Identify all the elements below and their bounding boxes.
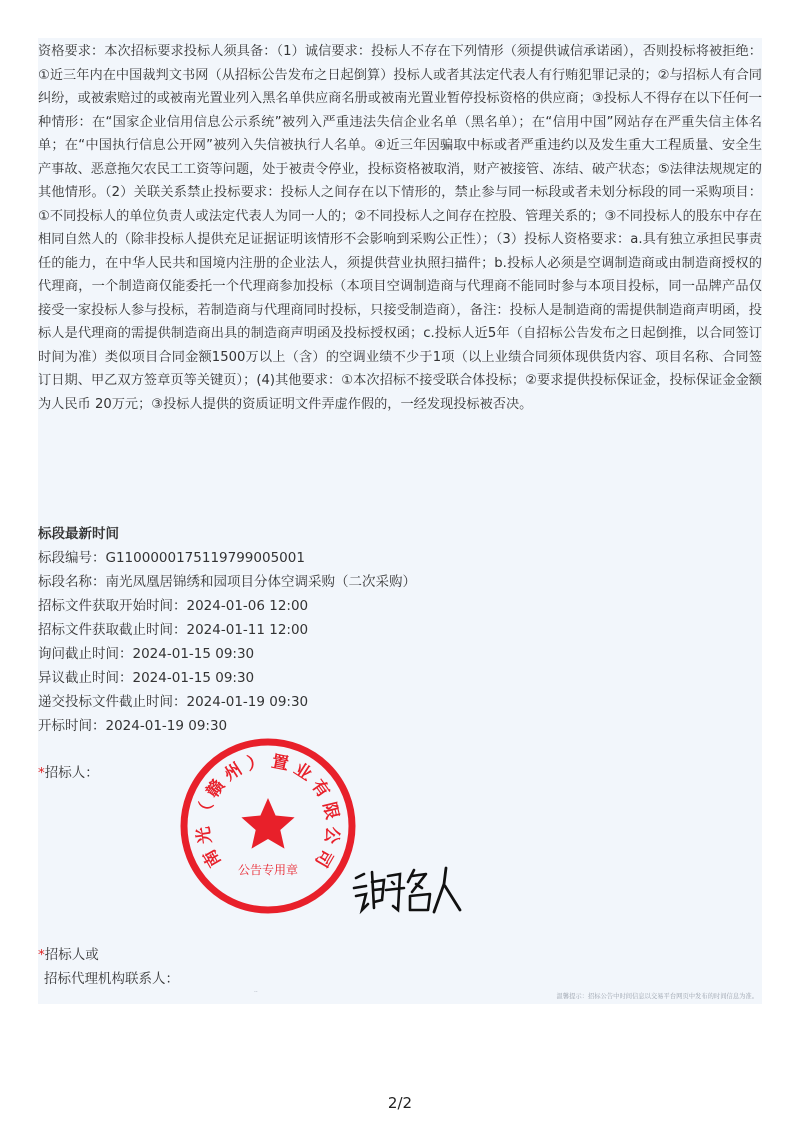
objection-deadline: 异议截止时间：2024-01-15 09:30 xyxy=(38,670,255,686)
opening-time: 开标时间：2024-01-19 09:30 xyxy=(38,718,228,734)
page-number: 2/2 xyxy=(387,1094,413,1112)
section-title: 标段最新时间 xyxy=(38,526,119,542)
doc-obtain-end: 招标文件获取截止时间：2024-01-11 12:00 xyxy=(38,622,309,638)
star-icon xyxy=(241,798,294,849)
seal-char: 有 xyxy=(307,776,334,802)
seal-char: 光 xyxy=(193,825,216,845)
qualification-requirements: 资格要求：本次招标要求投标人须具备：（1）诚信要求：投标人不存在下列情形（须提供诚信承诺函），否则投标将被拒绝：①近三年内在中国裁判文书网（从招标公告发布之日起倒算）投标人或者其法定代表人有行贿犯罪记录的；②与招标人有合同纠纷，或被索赔过的或被南光置业列入黑名单供应商名册或被南光置业暂停投标资格的供应商；③投标人不得存在以下任何一种情形：在“国家企业信用信息公示系统”被列入严重违法失信企业名单（黑名单）；在“信用中国”网站存在严重失信主体名单；在“中国执行信息公开网”被列入失信被执行人名单。④近三年因骗取中标或者严重违约以及发生重大工程质量、安全生产事故、恶意拖欠农民工工资等问题，处于被责令停业，投标资格被取消，财产被接管、冻结、破产状态；⑤法律法规规定的其他情形。（2）关联关系禁止投标要求：投标人之间存在以下情形的，禁止参与同一标段或者未划分标段的同一采购项目：①不同投标人的单位负责人或法定代表人为同一人的；②不同投标人之间存在控股、管理关系的；③不同投标人的股东中存在相同自然人的（除非投标人提供充足证据证明该情形不会影响到采购公正性）；（3）投标人资格要求：a.具有独立承担民事责任的能力，在中华人民共和国境内注册的企业法人，须提供营业执照扫描件；b.投标人必须是空调制造商或由制造商授权的代理商，一个制造商仅能委托一个代理商参加投标（本项目空调制造商与代理商不能同时参与本项目投标，同一品牌产品仅接受一家投标人参与投标，若制造商与代理商同时投标，只接受制造商），备注：投标人是制造商的需提供制造商声明函，投标人是代理商的需提供制造商出具的制造商声明函及投标授权函；c.投标人近5年（自招标公告发布之日起倒推，以合同签订时间为准）类似项目合同金额1500万以上（含）的空调业绩不少于1项（以上业绩合同须体现供货内容、项目名称、合同签订日期、甲乙双方签章页等关键页）；(4)其他要求：①本次招标不接受联合体投标；②要求提供投标保证金，投标保证金金额为人民币 20万元；③投标人提供的资质证明文件弄虚作假的，一经发现投标被否决。 xyxy=(38,44,762,412)
company-seal-stamp xyxy=(178,736,358,916)
content-panel xyxy=(38,38,762,1004)
section-number: 标段编号：G1100000175119799005001 xyxy=(38,550,305,566)
tenderer-label: *招标人： xyxy=(38,765,99,781)
submission-deadline: 递交投标文件截止时间：2024-01-19 09:30 xyxy=(38,694,309,710)
bid-section-times xyxy=(38,522,762,738)
seal-type-text: 公告专用章 xyxy=(237,863,299,877)
handwritten-signature xyxy=(350,860,466,926)
seal-char: 州 xyxy=(220,759,246,786)
seal-char: 限 xyxy=(318,800,342,822)
seal-char: 置 xyxy=(269,751,291,775)
contact-label-line2: 招标代理机构联系人： xyxy=(44,971,179,987)
friendly-hint: 温馨提示：招标公告中时间信息以交易平台网页中发布的时间信息为准。 xyxy=(556,993,758,1000)
doc-obtain-start: 招标文件获取开始时间：2024-01-06 12:00 xyxy=(38,598,309,614)
seal-char: （ xyxy=(194,800,218,822)
seal-char: 司 xyxy=(310,845,337,871)
seal-char: 赣 xyxy=(202,776,229,802)
required-mark: * xyxy=(38,765,45,781)
faint-mark: ·· xyxy=(254,989,258,996)
contact-label: *招标人或 xyxy=(38,947,99,963)
inquiry-deadline: 询问截止时间：2024-01-15 09:30 xyxy=(38,646,255,662)
seal-char: 南 xyxy=(199,845,226,871)
seal-char: 业 xyxy=(290,759,316,786)
seal-char: 公 xyxy=(320,825,343,845)
seal-char: ） xyxy=(245,751,267,775)
section-name: 标段名称：南光凤凰居锦绣和园项目分体空调采购（二次采购） xyxy=(38,574,416,590)
